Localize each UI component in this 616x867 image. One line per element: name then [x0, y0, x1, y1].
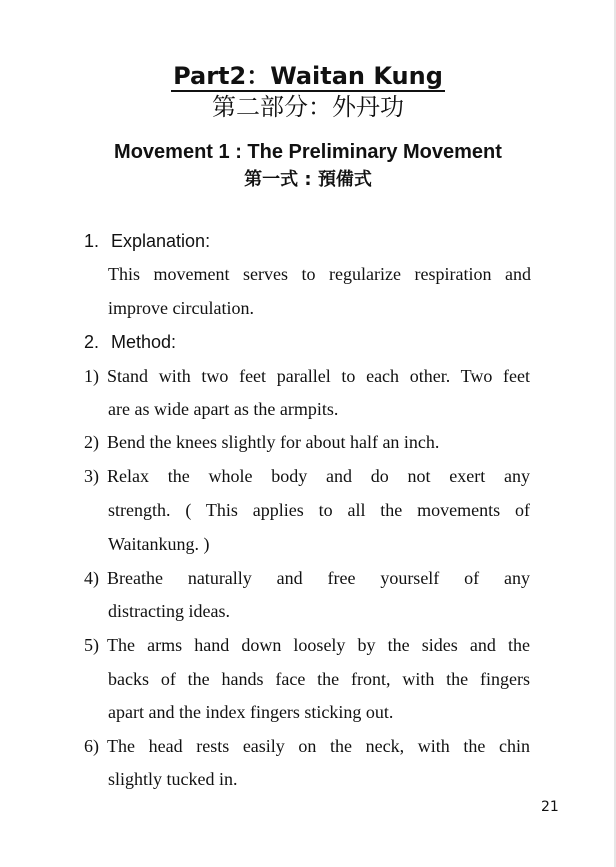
list-item-line: backs of the hands face the front, with the fingers [108, 669, 530, 689]
section-heading-text: Explanation: [111, 231, 211, 251]
list-item-line: strength. ( This applies to all the movements of [108, 500, 530, 520]
list-item-line: apart and the index fingers sticking out. [108, 702, 394, 722]
list-item-line: Relax the whole body and do not exert any [107, 466, 530, 486]
section-heading-explanation [84, 229, 210, 253]
list-item-marker: 5) [84, 635, 99, 655]
list-item-line: Stand with two feet parallel to each other. Two feet [107, 366, 530, 386]
list-item-marker: 2) [84, 432, 99, 452]
list-item-marker: 6) [84, 736, 99, 756]
section-number: 1. [84, 231, 100, 251]
list-item-line: distracting ideas. [108, 601, 230, 621]
list-item-line: Breathe naturally and free yourself of any [107, 568, 530, 588]
list-item-line: The arms hand down loosely by the sides and the [107, 635, 530, 655]
section-heading-text: Method: [111, 332, 177, 352]
list-item-marker: 1) [84, 366, 99, 386]
part-title-chinese: 第二部分：外丹功 [212, 93, 404, 121]
part-title [0, 60, 616, 92]
part-title-text: Part2：Waitan Kung [173, 62, 443, 90]
list-item-line: Waitankung. ) [108, 534, 210, 554]
section-heading-method [84, 330, 176, 354]
page-number: 21 [541, 799, 559, 815]
list-item-line: The head rests easily on the neck, with the chin [107, 736, 530, 756]
movement-title: Movement 1 : The Preliminary Movement [114, 141, 502, 163]
explanation-line: improve circulation. [108, 298, 254, 318]
list-item-line: Bend the knees slightly for about half an inch. [107, 432, 440, 452]
list-item-line: are as wide apart as the armpits. [108, 399, 339, 419]
section-number: 2. [84, 332, 100, 352]
explanation-line: This movement serves to regularize respiration and [108, 264, 531, 284]
list-item-line: slightly tucked in. [108, 769, 238, 789]
movement-title-chinese: 第一式 : 預備式 [244, 169, 372, 190]
list-item-marker: 3) [84, 466, 99, 486]
list-item-marker: 4) [84, 568, 99, 588]
